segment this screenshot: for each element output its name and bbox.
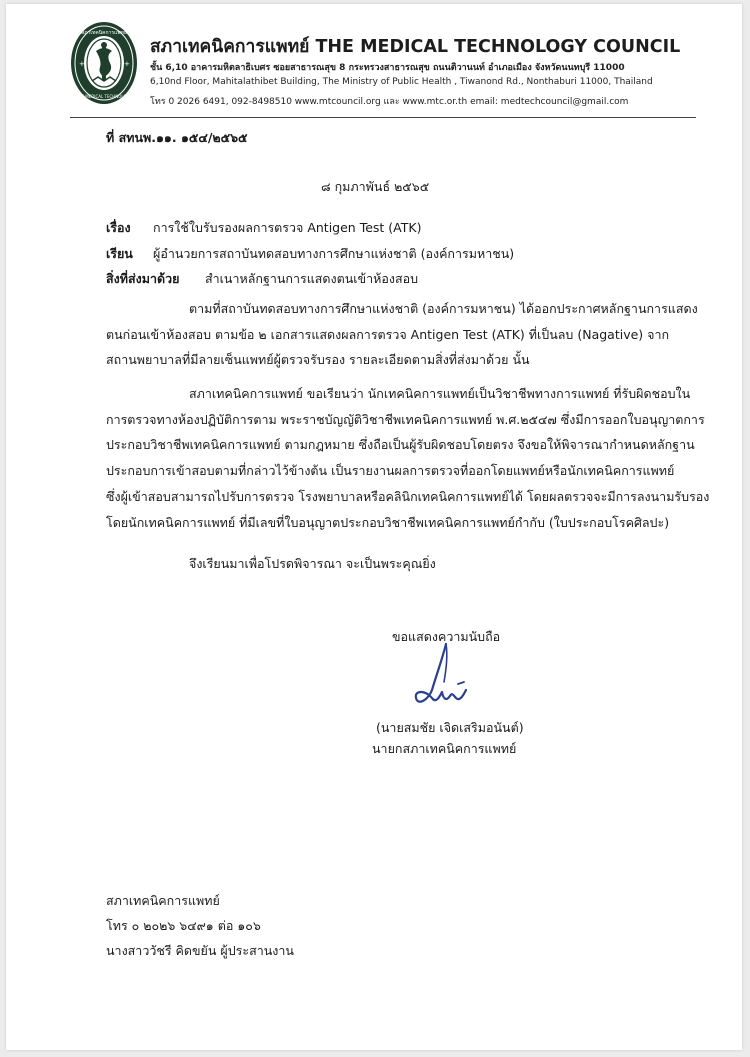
- subject-label: เรื่อง: [106, 220, 131, 235]
- svg-text:+: +: [79, 60, 85, 68]
- footer-coordinator: นางสาววัชรี คิดขยัน ผู้ประสานงาน: [106, 943, 294, 958]
- paragraph2-line: การตรวจทางห้องปฏิบัติการตาม พระราชบัญญัติวิชาชีพเทคนิคการแพทย์ พ.ศ.๒๕๔๗ ซึ่งมีการออกใบอนุญาตการ: [106, 412, 705, 427]
- recipient-label: เรียน: [106, 246, 133, 261]
- paragraph3-line: จึงเรียนมาเพื่อโปรดพิจารณา จะเป็นพระคุณยิ่ง: [189, 556, 436, 571]
- letterhead-divider: [70, 117, 696, 118]
- paragraph1-line: สถานพยาบาลที่มีลายเซ็นแพทย์ผู้ตรวจรับรอง รายละเอียดตามสิ่งที่ส่งมาด้วย นั้น: [106, 352, 530, 367]
- reference-number: ที่ สทนพ.๑๑. ๑๕๔/๒๕๖๕: [106, 130, 248, 145]
- paragraph2-line: ประกอบการเข้าสอบตามที่กล่าวไว้ข้างต้น เป็นรายงานผลการตรวจที่ออกโดยแพทย์หรือนักเทคนิคการแพทย์: [106, 463, 675, 478]
- subject-value: การใช้ใบรับรองผลการตรวจ Antigen Test (ATK): [153, 220, 422, 235]
- svg-text:+: +: [124, 60, 130, 68]
- enclosure-label: สิ่งที่ส่งมาด้วย: [106, 271, 180, 286]
- closing-phrase: ขอแสดงความนับถือ: [392, 629, 501, 644]
- paragraph1-line: ตนก่อนเข้าห้องสอบ ตามข้อ ๒ เอกสารแสดงผลการตรวจ Antigen Test (ATK) ที่เป็นลบ (Nagative) จาก: [106, 327, 670, 342]
- org-contact-line: โทร 0 2026 6491, 092-8498510 www.mtcouncil.org และ www.mtc.or.th email: medtechcouncil@gmail.com: [150, 97, 629, 107]
- enclosure-value: สำเนาหลักฐานการแสดงตนเข้าห้องสอบ: [205, 271, 419, 286]
- handwritten-signature: [406, 636, 476, 716]
- footer-org: สภาเทคนิคการแพทย์: [106, 893, 220, 908]
- signer-title: นายกสภาเทคนิคการแพทย์: [372, 741, 517, 756]
- paragraph1-line: ตามที่สถาบันทดสอบทางการศึกษาแห่งชาติ (องค์การมหาชน) ได้ออกประกาศหลักฐานการแสดง: [189, 301, 698, 316]
- paragraph2-line: โดยนักเทคนิคการแพทย์ ที่มีเลขที่ใบอนุญาตประกอบวิชาชีพเทคนิคการแพทย์กำกับ (ใบประกอบโรคศิลปะ): [106, 515, 670, 530]
- paragraph2-line: ประกอบวิชาชีพเทคนิคการแพทย์ ตามกฎหมาย ซึ่งถือเป็นผู้รับผิดชอบโดยตรง จึงขอให้พิจารณากำหนดหลักฐาน: [106, 437, 695, 452]
- org-title: สภาเทคนิคการแพทย์ THE MEDICAL TECHNOLOGY COUNCIL: [150, 37, 681, 57]
- footer-phone: โทร ๐ ๒๐๒๖ ๖๔๙๑ ต่อ ๑๐๖: [106, 918, 261, 933]
- org-address-thai: ชั้น 6,10 อาคารมหิตลาธิเบศร ซอยสาธารณสุข 8 กระทรวงสาธารณสุข ถนนติวานนท์ อำเภอเมือง จังหวัดนนทบุรี 11000: [150, 63, 625, 73]
- recipient-value: ผู้อำนวยการสถาบันทดสอบทางการศึกษาแห่งชาติ (องค์การมหาชน): [153, 246, 515, 261]
- org-address-english: 6,10nd Floor, Mahitalathibet Building, The Ministry of Public Health , Tiwanond Rd., Nonthaburi 11000, Thailand: [150, 77, 653, 87]
- signer-name: (นายสมชัย เจิดเสริมอนันต์): [376, 720, 524, 735]
- council-seal-logo: [70, 21, 138, 105]
- seal-text-bottom: THE MEDICAL TECHNOLOGY: [75, 94, 133, 99]
- paragraph2-line: สภาเทคนิคการแพทย์ ขอเรียนว่า นักเทคนิคการแพทย์เป็นวิชาชีพทางการแพทย์ ที่รับผิดชอบใน: [189, 386, 691, 401]
- seal-text-top: สภาเทคนิคการแพทย์: [81, 30, 127, 36]
- letter-page: [6, 4, 742, 1050]
- letter-date: ๘ กุมภาพันธ์ ๒๕๖๕: [321, 179, 430, 194]
- paragraph2-line: ซึ่งผู้เข้าสอบสามารถไปรับการตรวจ โรงพยาบาลหรือคลินิกเทคนิคการแพทย์ได้ โดยผลตรวจจะมีการลงนามรับรอง: [106, 489, 710, 504]
